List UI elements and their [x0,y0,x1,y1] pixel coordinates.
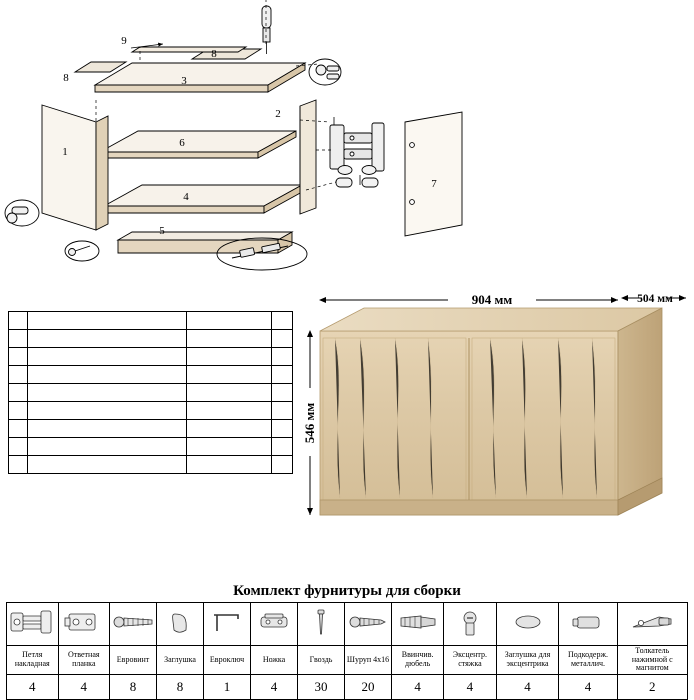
table-row [9,420,293,438]
part-size [186,402,271,420]
part-name [28,312,186,330]
part-size [186,330,271,348]
callout-8-right: 8 [211,48,217,60]
table-row [9,366,293,384]
kit-item-qty: 8 [110,674,157,699]
kit-item-label: Заглушка [157,646,204,675]
kit-item-label: Эксцентр. стяжка [444,646,496,675]
part-qty [271,384,292,402]
kit-item-qty: 8 [157,674,204,699]
kit-item-qty: 1 [204,674,251,699]
part-size [186,456,271,474]
part-qty [271,438,292,456]
kit-item-qty: 4 [559,674,617,699]
part-size [186,366,271,384]
part-name [28,420,186,438]
cabinet-width-label: 904 мм [471,292,513,307]
callout-5: 5 [159,225,165,237]
cap-icon [157,603,204,646]
part-number [9,366,28,384]
parts-table [8,311,293,474]
part-number [9,420,28,438]
part-qty [271,330,292,348]
exploded-assembly-diagram [0,0,694,285]
part-number [9,438,28,456]
part-size [186,438,271,456]
table-row [9,312,293,330]
kit-item-label: Подкодерж. металлич. [559,646,617,675]
part-number [9,384,28,402]
cabinet-depth-label: 504 мм [637,293,673,305]
nail-icon [298,603,345,646]
callout-8-left: 8 [63,72,69,84]
hinge-plate-icon [58,603,109,646]
part-name [28,330,186,348]
kit-item-qty: 4 [392,674,444,699]
part-number [9,456,28,474]
hardware-kit-table [6,602,688,700]
kit-item-label: Ножка [251,646,298,675]
kit-item-qty: 30 [298,674,345,699]
callout-1: 1 [62,146,68,158]
kit-item-label: Евроключ [204,646,251,675]
leg-icon [251,603,298,646]
table-row [9,330,293,348]
part-qty [271,366,292,384]
part-qty [271,420,292,438]
screw-icon [345,603,392,646]
table-row [9,438,293,456]
kit-item-label: Петля накладная [7,646,59,675]
kit-item-qty: 4 [58,674,109,699]
kit-item-label: Гвоздь [298,646,345,675]
part-name [28,402,186,420]
part-name [28,366,186,384]
part-number [9,402,28,420]
kit-item-qty: 4 [251,674,298,699]
kit-title: Комплект фурнитуры для сборки [233,583,461,599]
part-size [186,312,271,330]
part-qty [271,456,292,474]
part-qty [271,348,292,366]
kit-item-label: Заглушка для эксцентрика [496,646,559,675]
kit-item-label: Ввинчив. дюбель [392,646,444,675]
kit-item-qty: 4 [496,674,559,699]
part-qty [271,402,292,420]
callout-3: 3 [181,75,187,87]
kit-item-label: Шуруп 4х16 [345,646,392,675]
part-size [186,384,271,402]
part-name [28,438,186,456]
euro-screw-icon [110,603,157,646]
kit-item-qty: 20 [345,674,392,699]
part-name [28,348,186,366]
euro-key-icon [204,603,251,646]
table-row [9,348,293,366]
kit-item-qty: 4 [444,674,496,699]
part-number [9,312,28,330]
callout-2: 2 [275,108,281,120]
kit-item-label: Евровинт [110,646,157,675]
table-row [9,456,293,474]
part-size [186,420,271,438]
part-qty [271,312,292,330]
hinge-overlay-icon [7,603,59,646]
callout-6: 6 [179,137,185,149]
dowel-screw-icon [392,603,444,646]
kit-item-qty: 2 [617,674,687,699]
table-row [9,402,293,420]
part-number [9,348,28,366]
cabinet-render [300,288,690,538]
cam-lock-icon [444,603,496,646]
callout-4: 4 [183,191,189,203]
cabinet-height-label: 546 мм [302,402,317,444]
part-number [9,330,28,348]
callout-7: 7 [431,178,437,190]
part-size [186,348,271,366]
part-name [28,384,186,402]
push-latch-icon [617,603,687,646]
kit-item-label: Ответная планка [58,646,109,675]
callout-9: 9 [121,35,127,47]
part-name [28,456,186,474]
kit-item-qty: 4 [7,674,59,699]
kit-item-label: Толкатель нажимной с магнитом [617,646,687,675]
cam-cap-icon [496,603,559,646]
table-row [9,384,293,402]
magnet-holder-icon [559,603,617,646]
